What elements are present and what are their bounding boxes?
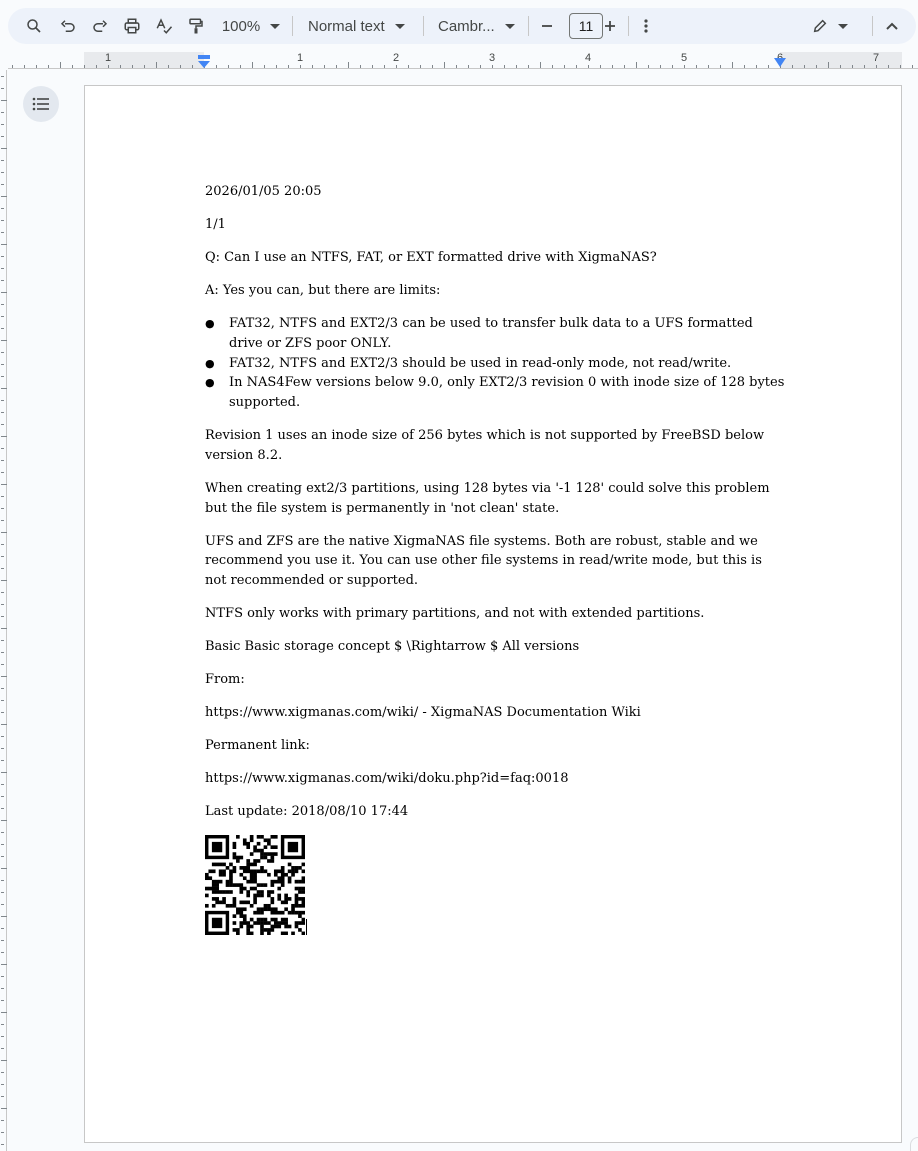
ruler-tick — [420, 65, 421, 68]
ruler-tick — [1, 808, 4, 809]
ruler-tick — [396, 65, 397, 68]
revision-paragraph: Revision 1 uses an inode size of 256 bytes which is not supported by FreeBSD below version 8.2. — [205, 428, 765, 463]
zoom-select[interactable] — [218, 12, 284, 40]
ruler-tick — [1, 940, 4, 941]
ruler-tick — [660, 65, 661, 68]
ruler-tick — [648, 65, 649, 68]
ruler-tick — [1, 472, 4, 473]
vertical-ruler[interactable] — [0, 70, 7, 1151]
outline-list-icon — [32, 97, 50, 111]
ruler-tick — [708, 65, 709, 68]
scrollbar-corner — [910, 1137, 918, 1151]
increase-font-size-button[interactable] — [599, 12, 621, 40]
right-indent-marker[interactable] — [773, 56, 787, 68]
ruler-tick — [144, 65, 145, 68]
ruler-tick — [1, 904, 4, 905]
ruler-baseline — [8, 68, 918, 69]
ruler-tick — [912, 65, 913, 68]
plus-icon — [603, 19, 617, 33]
toolbar-divider — [872, 16, 873, 36]
ruler-tick — [1, 988, 4, 989]
font-size-input[interactable]: 11 — [569, 13, 603, 39]
editing-mode-button[interactable] — [808, 12, 852, 40]
redo-icon[interactable] — [88, 12, 112, 40]
ruler-tick — [1, 268, 4, 269]
ruler-tick — [1, 616, 4, 617]
ruler-tick — [1, 892, 4, 893]
ruler-tick — [96, 65, 97, 68]
from-label: From: — [205, 672, 245, 688]
ruler-tick — [1, 760, 4, 761]
ruler-tick — [612, 65, 613, 68]
ruler-tick — [1, 376, 4, 377]
ruler-tick — [24, 65, 25, 68]
ruler-tick — [456, 65, 457, 68]
ruler-tick — [1, 196, 7, 197]
ruler-tick — [744, 65, 745, 68]
qr-code-image[interactable] — [205, 835, 305, 935]
answer-intro: A: Yes you can, but there are limits: — [205, 282, 441, 298]
ruler-tick — [1, 868, 7, 869]
ruler-label: 4 — [584, 52, 592, 64]
ruler-tick — [468, 65, 469, 68]
ruler-tick — [1, 916, 7, 917]
ruler-tick — [816, 65, 817, 68]
ruler-tick — [156, 62, 157, 68]
ruler-tick — [1, 748, 4, 749]
ruler-tick — [1, 184, 4, 185]
ruler-tick — [1, 256, 4, 257]
ruler-tick — [1, 880, 4, 881]
ruler-tick — [696, 65, 697, 68]
ruler-tick — [1, 520, 4, 521]
storage-concept-line: Basic Basic storage concept $ \Rightarrow $ All versions — [205, 639, 580, 655]
ruler-tick — [540, 62, 541, 68]
last-update-line: Last update: 2018/08/10 17:44 — [205, 804, 409, 820]
ruler-tick — [1, 424, 4, 425]
ruler-tick — [264, 65, 265, 68]
ruler-label: 1 — [296, 52, 304, 64]
ruler-tick — [1, 496, 4, 497]
ruler-tick — [792, 65, 793, 68]
toolbar-divider — [292, 16, 293, 36]
ruler-tick — [1, 412, 4, 413]
ruler-tick — [516, 65, 517, 68]
ruler-tick — [768, 65, 769, 68]
document-outline-button[interactable] — [23, 86, 59, 122]
ruler-tick — [1, 736, 4, 737]
text-cursor — [306, 919, 307, 935]
ruler-tick — [480, 65, 481, 68]
ruler-tick — [1, 100, 7, 101]
ruler-tick — [1, 1144, 4, 1145]
ruler-tick — [1, 328, 4, 329]
toolbar-divider — [528, 16, 529, 36]
ruler-tick — [1, 220, 4, 221]
from-url: https://www.xigmanas.com/wiki/ - XigmaNAS Documentation Wiki — [205, 705, 641, 721]
ruler-tick — [900, 65, 901, 68]
ruler-tick — [1, 244, 7, 245]
ruler-tick — [300, 65, 301, 68]
toolbar — [8, 8, 916, 44]
ruler-tick — [1, 532, 7, 533]
ruler-tick — [528, 65, 529, 68]
ruler-tick — [504, 65, 505, 68]
ruler-tick — [1, 1048, 4, 1049]
ruler-tick — [324, 65, 325, 68]
ruler-tick — [864, 65, 865, 68]
ruler-tick — [1, 664, 4, 665]
question-paragraph: Q: Can I use an NTFS, FAT, or EXT formatted drive with XigmaNAS? — [205, 249, 657, 265]
ruler-tick — [1, 436, 7, 437]
chevron-up-icon[interactable] — [880, 12, 904, 40]
ruler-tick — [1, 88, 4, 89]
chevron-down-icon — [505, 24, 515, 29]
ruler-tick — [1, 976, 4, 977]
ruler-tick — [1, 280, 4, 281]
ruler-tick — [1, 172, 4, 173]
ufs-zfs-paragraph: UFS and ZFS are the native XigmaNAS file systems. Both are robust, stable and we recommend you use it. You can use other file systems in read/write mode, but this is not recommended or supported. — [205, 533, 762, 589]
toolbar-divider — [628, 16, 629, 36]
ruler-tick — [756, 65, 757, 68]
ruler-tick — [180, 65, 181, 68]
ruler-label: 7 — [872, 52, 880, 64]
ruler-tick — [1, 1096, 4, 1097]
ruler-tick — [336, 65, 337, 68]
ruler-tick — [132, 65, 133, 68]
ruler-tick — [1, 772, 7, 773]
ruler-tick — [1, 340, 7, 341]
ruler-label: 3 — [488, 52, 496, 64]
ruler-tick — [252, 62, 253, 68]
ruler-tick — [192, 65, 193, 68]
ruler-tick — [1, 1024, 4, 1025]
chevron-down-icon — [270, 24, 280, 29]
paragraph-style-select[interactable] — [304, 12, 410, 40]
ruler-tick — [1, 844, 4, 845]
ruler-tick — [1, 544, 4, 545]
ruler-tick — [1, 724, 7, 725]
horizontal-ruler[interactable] — [8, 52, 918, 70]
list-item: ● FAT32, NTFS and EXT2/3 should be used in read-only mode, not read/write. — [205, 354, 785, 374]
ruler-tick — [1, 76, 4, 77]
ruler-tick — [228, 65, 229, 68]
ruler-tick — [1, 604, 4, 605]
ruler-tick — [444, 62, 445, 68]
ruler-tick — [1, 352, 4, 353]
ruler-tick — [36, 65, 37, 68]
ruler-tick — [492, 65, 493, 68]
left-indent-marker[interactable] — [197, 55, 211, 69]
ruler-label: 5 — [680, 52, 688, 64]
zoom-value: 100% — [221, 17, 261, 35]
undo-icon[interactable] — [56, 12, 80, 40]
ruler-tick — [1, 832, 4, 833]
ruler-tick — [1, 364, 4, 365]
ruler-tick — [720, 65, 721, 68]
edit-pencil-icon — [812, 18, 828, 34]
ruler-tick — [636, 62, 637, 68]
ruler-tick — [1, 1072, 4, 1073]
qr-code-icon — [205, 835, 305, 935]
ruler-tick — [1, 1084, 4, 1085]
ruler-tick — [1, 292, 7, 293]
more-vert-icon[interactable] — [636, 12, 656, 40]
ruler-tick — [1, 784, 4, 785]
print-icon[interactable] — [120, 12, 144, 40]
ruler-tick — [1, 1000, 4, 1001]
ruler-tick — [1, 712, 4, 713]
ruler-tick — [1, 232, 4, 233]
ruler-tick — [1, 652, 4, 653]
ruler-tick — [348, 62, 349, 68]
ruler-tick — [168, 65, 169, 68]
ruler-tick — [1, 952, 4, 953]
ruler-tick — [1, 388, 7, 389]
page-number-line: 1/1 — [205, 216, 226, 232]
ruler-tick — [60, 62, 61, 68]
ruler-tick — [1, 448, 4, 449]
ruler-tick — [828, 62, 829, 68]
ruler-tick — [1, 556, 4, 557]
ruler-tick — [240, 65, 241, 68]
limits-list — [205, 314, 785, 413]
list-item: ● FAT32, NTFS and EXT2/3 can be used to transfer bulk data to a UFS formatted drive or ZFS poor ONLY. — [205, 314, 785, 354]
ruler-tick — [1, 1108, 7, 1109]
ruler-tick — [1, 964, 7, 965]
ruler-tick — [552, 65, 553, 68]
ruler-tick — [1, 640, 4, 641]
ruler-tick — [1, 508, 4, 509]
ruler-tick — [1, 160, 4, 161]
ruler-tick — [840, 65, 841, 68]
ruler-tick — [1, 1012, 7, 1013]
ruler-tick — [276, 65, 277, 68]
ruler-tick — [108, 65, 109, 68]
chevron-down-icon — [838, 24, 848, 29]
ruler-tick — [672, 65, 673, 68]
toolbar-divider — [423, 16, 424, 36]
ruler-tick — [852, 65, 853, 68]
ruler-tick — [1, 1036, 4, 1037]
ruler-tick — [804, 65, 805, 68]
ruler-tick — [120, 65, 121, 68]
ruler-tick — [372, 65, 373, 68]
ruler-tick — [1, 460, 4, 461]
ruler-tick — [684, 65, 685, 68]
permanent-link-label: Permanent link: — [205, 738, 310, 754]
document-page[interactable] — [84, 85, 902, 1143]
font-family-select[interactable] — [434, 12, 518, 40]
ruler-tick — [1, 112, 4, 113]
font-family-value: Cambr... — [438, 17, 495, 35]
ruler-label: 1 — [104, 52, 112, 64]
ruler-tick — [1, 1132, 4, 1133]
ruler-tick — [1, 628, 7, 629]
decrease-font-size-button[interactable] — [536, 12, 558, 40]
ruler-tick — [1, 1060, 7, 1061]
ruler-tick — [600, 65, 601, 68]
ruler-tick — [1, 928, 4, 929]
ruler-tick — [624, 65, 625, 68]
ruler-tick — [576, 65, 577, 68]
ruler-tick — [72, 65, 73, 68]
ruler-tick — [888, 65, 889, 68]
ruler-tick — [1, 316, 4, 317]
minus-icon — [540, 19, 554, 33]
ruler-tick — [1, 688, 4, 689]
ruler-tick — [1, 856, 4, 857]
ruler-tick — [216, 65, 217, 68]
ruler-tick — [288, 65, 289, 68]
ruler-tick — [1, 136, 4, 137]
ruler-tick — [876, 65, 877, 68]
ext-paragraph: When creating ext2/3 partitions, using 128 bytes via '-1 128' could solve this problem but the file system is permanently in 'not clean' state. — [205, 480, 770, 516]
ruler-tick — [588, 65, 589, 68]
ruler-tick — [408, 65, 409, 68]
ruler-tick — [1, 676, 7, 677]
ruler-tick — [360, 65, 361, 68]
permanent-link-url: https://www.xigmanas.com/wiki/doku.php?id=faq:0018 — [205, 771, 569, 787]
ruler-tick — [48, 65, 49, 68]
ruler-tick — [84, 65, 85, 68]
ntfs-paragraph: NTFS only works with primary partitions, and not with extended partitions. — [205, 606, 705, 622]
ruler-tick — [312, 65, 313, 68]
document-body[interactable] — [205, 182, 785, 935]
ruler-label: 2 — [392, 52, 400, 64]
search-icon[interactable] — [22, 12, 46, 40]
spellcheck-icon[interactable] — [152, 12, 176, 40]
ruler-tick — [1, 304, 4, 305]
ruler-tick — [1, 124, 4, 125]
ruler-tick — [1, 400, 4, 401]
ruler-tick — [384, 65, 385, 68]
ruler-tick — [1, 208, 4, 209]
ruler-tick — [564, 65, 565, 68]
ruler-tick — [1, 700, 4, 701]
ruler-tick — [1, 820, 7, 821]
ruler-tick — [1, 1120, 4, 1121]
ruler-tick — [1, 148, 7, 149]
ruler-tick — [1, 796, 4, 797]
ruler-tick — [1, 484, 7, 485]
chevron-down-icon — [395, 24, 405, 29]
ruler-right-margin — [780, 52, 902, 69]
ruler-tick — [12, 65, 13, 68]
ruler-tick — [1, 580, 7, 581]
ruler-tick — [1, 592, 4, 593]
ruler-tick — [1, 568, 4, 569]
ruler-tick — [732, 62, 733, 68]
ruler-tick — [432, 65, 433, 68]
paragraph-style-value: Normal text — [308, 17, 385, 35]
paint-format-icon[interactable] — [184, 12, 208, 40]
date-line: 2026/01/05 20:05 — [205, 184, 322, 199]
list-item: ● In NAS4Few versions below 9.0, only EXT2/3 revision 0 with inode size of 128 bytes supported. — [205, 373, 785, 413]
